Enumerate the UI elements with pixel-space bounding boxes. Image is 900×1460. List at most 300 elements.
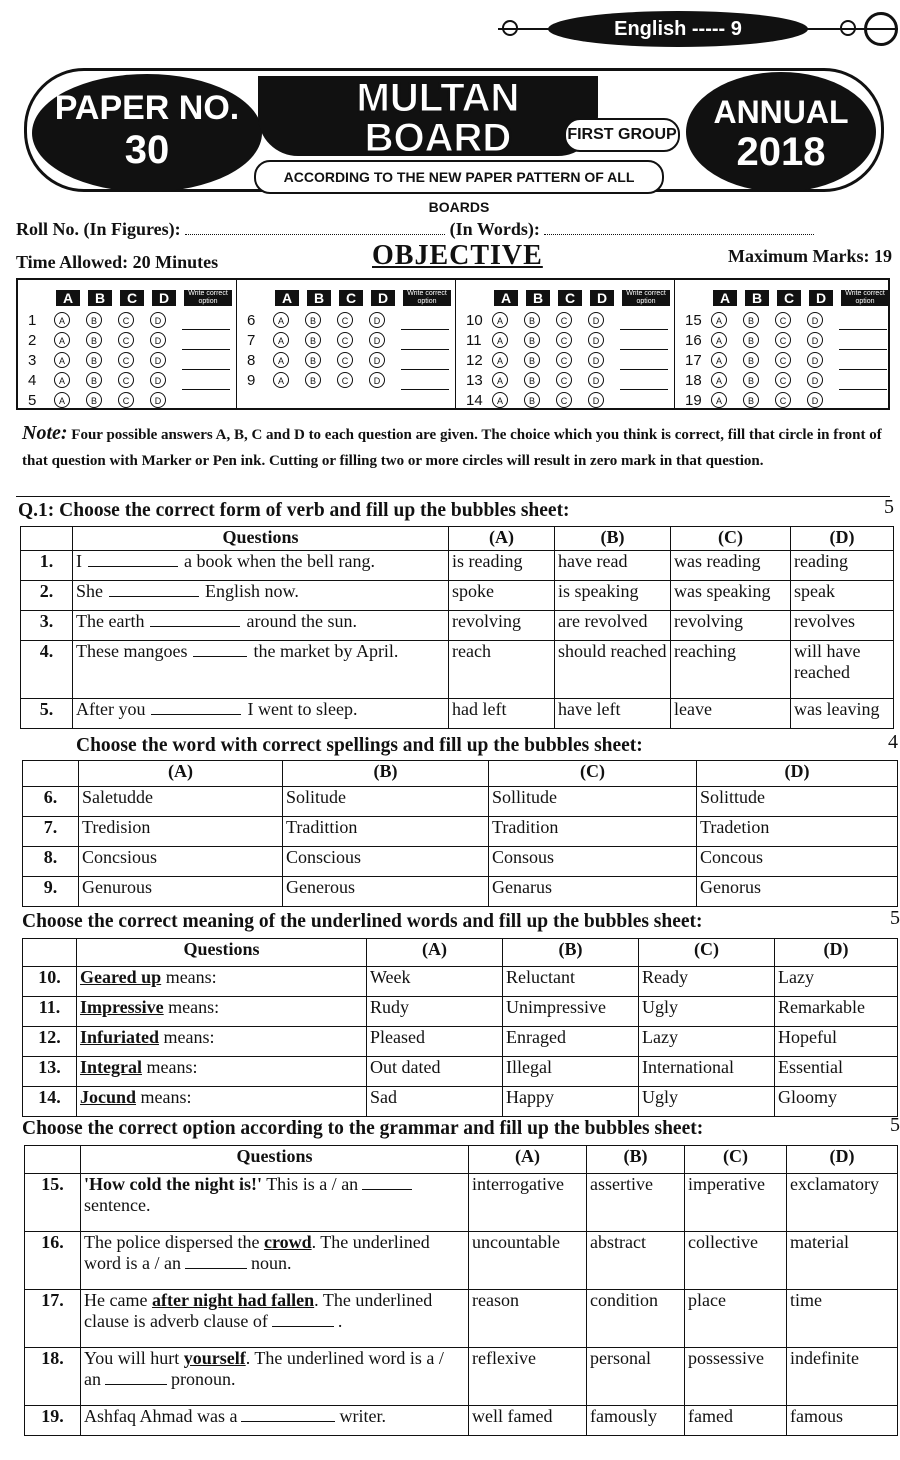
question-part: You will hurt (84, 1348, 180, 1368)
answer-bubble[interactable]: D (588, 352, 604, 368)
option-c: leave (671, 699, 791, 729)
answer-bubble[interactable]: A (273, 312, 289, 328)
answer-bubble[interactable]: D (369, 372, 385, 388)
underlined-word: crowd (263, 1232, 312, 1252)
option-c: possessive (685, 1348, 787, 1406)
option-d: time (787, 1290, 898, 1348)
answer-bubble[interactable]: C (775, 312, 791, 328)
write-option-box[interactable] (620, 331, 668, 350)
option-a: interrogative (469, 1174, 587, 1232)
question-row (23, 967, 898, 997)
answer-bubble[interactable]: D (369, 332, 385, 348)
question-part: This is a / an (262, 1174, 359, 1194)
bubble-number: 9 (247, 371, 256, 389)
answer-bubble[interactable]: D (588, 392, 604, 408)
question-row (21, 699, 894, 729)
answer-bubble[interactable]: B (305, 372, 321, 388)
option-a: Genurous (79, 877, 283, 907)
number-header (23, 761, 79, 787)
bubble-number: 12 (466, 351, 483, 369)
question-number: 5. (21, 699, 73, 729)
ornament-icon (502, 20, 518, 36)
answer-bubble[interactable]: C (556, 392, 572, 408)
question-row (25, 1174, 898, 1232)
answer-bubble[interactable]: A (273, 352, 289, 368)
option-b: condition (587, 1290, 685, 1348)
questions-header: Questions (81, 1146, 469, 1174)
option-a: Saletudde (79, 787, 283, 817)
means-suffix: means: (165, 967, 217, 987)
option-c: was reading (671, 551, 791, 581)
bubble-row (28, 310, 232, 330)
number-header (25, 1146, 81, 1174)
question-text (81, 1406, 469, 1436)
option-b-header: (B) (587, 1146, 685, 1174)
answer-bubble[interactable]: B (86, 312, 102, 328)
write-option-box[interactable] (839, 351, 887, 370)
answer-bubble[interactable]: B (524, 312, 540, 328)
underlined-word: after night had fallen (151, 1290, 315, 1310)
write-option-header: Write correct option (403, 290, 451, 306)
spellings-heading: Choose the word with correct spellings and fill up the bubbles sheet: (76, 735, 643, 756)
option-a: revolving (449, 611, 555, 641)
option-b: Conscious (283, 847, 489, 877)
bubble-row (685, 310, 889, 330)
bubble-column (675, 280, 893, 408)
number-header (21, 527, 73, 551)
write-option-box[interactable] (401, 331, 449, 350)
write-option-box[interactable] (839, 331, 887, 350)
option-b: Enraged (503, 1027, 639, 1057)
answer-bubble[interactable]: A (492, 372, 508, 388)
verb-form-table (20, 526, 894, 729)
bubble-row (685, 350, 889, 370)
question-number: 19. (25, 1406, 81, 1436)
answer-bubble[interactable]: A (711, 312, 727, 328)
question-part: writer. (339, 1406, 386, 1426)
question-text (77, 1057, 367, 1087)
option-a: Concsious (79, 847, 283, 877)
option-c: Ugly (639, 1087, 775, 1117)
option-d: material (787, 1232, 898, 1290)
bubble-row (466, 310, 670, 330)
letter-header: A (713, 290, 737, 306)
answer-bubble[interactable]: D (807, 332, 823, 348)
instruction-note (22, 420, 890, 474)
roll-words-field[interactable] (544, 220, 814, 235)
answer-bubble[interactable]: A (273, 332, 289, 348)
answer-blank (362, 1189, 412, 1190)
answer-bubble[interactable]: C (337, 332, 353, 348)
answer-bubble[interactable]: B (86, 392, 102, 408)
option-c: imperative (685, 1174, 787, 1232)
answer-bubble[interactable]: D (588, 372, 604, 388)
question-pre: The earth (76, 611, 145, 631)
option-c-header: (C) (685, 1146, 787, 1174)
question-number: 13. (23, 1057, 77, 1087)
question-pre: After you (76, 699, 146, 719)
answer-bubble[interactable]: D (150, 372, 166, 388)
question-post: around the sun. (246, 611, 357, 631)
bubble-row (466, 330, 670, 350)
bubble-number: 4 (28, 371, 37, 389)
write-option-box[interactable] (620, 371, 668, 390)
option-b-header: (B) (555, 527, 671, 551)
question-text (73, 699, 449, 729)
question-part: The police dispersed the (84, 1232, 260, 1252)
bubble-number: 1 (28, 311, 37, 329)
answer-bubble[interactable]: B (305, 352, 321, 368)
answer-bubble[interactable]: D (150, 312, 166, 328)
answer-bubble[interactable]: B (743, 352, 759, 368)
answer-bubble[interactable]: C (775, 372, 791, 388)
answer-bubble[interactable]: D (369, 352, 385, 368)
question-text (77, 967, 367, 997)
write-option-box[interactable] (182, 351, 230, 370)
means-suffix: means: (146, 1057, 198, 1077)
bubble-number: 17 (685, 351, 702, 369)
bubble-number: 16 (685, 331, 702, 349)
meanings-heading: Choose the correct meaning of the underlined words and fill up the bubbles sheet: (22, 911, 703, 932)
answer-bubble[interactable]: C (775, 352, 791, 368)
paper-number-badge (32, 74, 262, 192)
question-row (25, 1290, 898, 1348)
question-number: 16. (25, 1232, 81, 1290)
write-option-box[interactable] (182, 391, 230, 410)
option-a: is reading (449, 551, 555, 581)
question-text (81, 1174, 469, 1232)
option-a: spoke (449, 581, 555, 611)
answer-bubble[interactable]: B (86, 372, 102, 388)
question-text (77, 997, 367, 1027)
grammar-marks: 5 (890, 1114, 900, 1136)
write-option-box[interactable] (401, 311, 449, 330)
bubble-row (247, 370, 451, 390)
question-row (25, 1406, 898, 1436)
bubble-number: 5 (28, 391, 37, 409)
underlined-word: Integral (80, 1057, 142, 1077)
question-pre: These mangoes (76, 641, 188, 661)
answer-bubble[interactable]: B (743, 392, 759, 408)
option-c: reaching (671, 641, 791, 699)
letter-header: A (494, 290, 518, 306)
question-part: . The underlined word is a / an (84, 1348, 444, 1389)
answer-bubble[interactable]: C (775, 332, 791, 348)
question-number: 8. (23, 847, 79, 877)
option-d: Concous (697, 847, 898, 877)
write-option-box[interactable] (620, 351, 668, 370)
answer-bubble[interactable]: B (524, 392, 540, 408)
question-text (77, 1087, 367, 1117)
grammar-heading: Choose the correct option according to the grammar and fill up the bubbles sheet: (22, 1118, 704, 1139)
option-d-header: (D) (787, 1146, 898, 1174)
answer-blank (272, 1326, 334, 1327)
question-number: 17. (25, 1290, 81, 1348)
exam-year: 2018 (736, 130, 826, 174)
bubble-header-row (56, 286, 232, 310)
note-label: Note: (22, 422, 68, 444)
question-row (23, 1027, 898, 1057)
option-b: famously (587, 1406, 685, 1436)
option-b: Happy (503, 1087, 639, 1117)
questions-header: Questions (73, 527, 449, 551)
answer-blank (193, 656, 247, 657)
question-number: 12. (23, 1027, 77, 1057)
answer-bubble[interactable]: C (337, 372, 353, 388)
header-banner (18, 60, 890, 215)
question-text (73, 551, 449, 581)
option-d: Hopeful (775, 1027, 898, 1057)
question-text (73, 581, 449, 611)
option-b: abstract (587, 1232, 685, 1290)
bubble-header-row (275, 286, 451, 310)
answer-bubble[interactable]: A (711, 332, 727, 348)
exam-label: ANNUAL (713, 94, 849, 130)
option-c: was speaking (671, 581, 791, 611)
question-row (23, 847, 898, 877)
bubble-row (247, 330, 451, 350)
answer-bubble[interactable]: A (711, 392, 727, 408)
question-row (23, 877, 898, 907)
answer-bubble[interactable]: C (775, 392, 791, 408)
question-part: . The underlined word is a / an (84, 1232, 430, 1273)
write-option-box[interactable] (839, 391, 887, 410)
question-number: 2. (21, 581, 73, 611)
answer-bubble[interactable]: C (337, 312, 353, 328)
means-suffix: means: (168, 997, 220, 1017)
answer-bubble[interactable]: C (556, 352, 572, 368)
answer-bubble[interactable]: B (86, 352, 102, 368)
letter-header: D (590, 290, 614, 306)
answer-bubble[interactable]: A (492, 352, 508, 368)
write-option-box[interactable] (620, 311, 668, 330)
write-option-box[interactable] (182, 331, 230, 350)
question-text (81, 1290, 469, 1348)
write-option-box[interactable] (182, 311, 230, 330)
answer-bubble[interactable]: D (588, 312, 604, 328)
answer-bubble[interactable]: B (305, 312, 321, 328)
answer-bubble[interactable]: C (556, 312, 572, 328)
letter-header: C (777, 290, 801, 306)
question-post: I went to sleep. (247, 699, 358, 719)
answer-bubble[interactable]: A (492, 312, 508, 328)
option-c: Genarus (489, 877, 697, 907)
paper-label: PAPER NO. (54, 89, 240, 127)
option-c: collective (685, 1232, 787, 1290)
answer-bubble[interactable]: A (711, 372, 727, 388)
bubble-sheet (16, 278, 890, 410)
bubble-number: 14 (466, 391, 483, 409)
option-d: Tradetion (697, 817, 898, 847)
answer-bubble[interactable]: D (807, 392, 823, 408)
questions-header: Questions (77, 939, 367, 967)
spellings-marks: 4 (888, 731, 898, 753)
answer-blank (109, 596, 199, 597)
bubble-row (28, 370, 232, 390)
letter-header: B (526, 290, 550, 306)
answer-bubble[interactable]: D (588, 332, 604, 348)
write-option-box[interactable] (401, 371, 449, 390)
option-b: Unimpressive (503, 997, 639, 1027)
bubble-number: 2 (28, 331, 37, 349)
answer-bubble[interactable]: C (118, 312, 134, 328)
grammar-table (24, 1145, 898, 1436)
question-number: 9. (23, 877, 79, 907)
answer-bubble[interactable]: A (54, 352, 70, 368)
question-row (23, 817, 898, 847)
answer-blank (105, 1384, 167, 1385)
question-post: the market by April. (253, 641, 399, 661)
answer-bubble[interactable]: D (807, 312, 823, 328)
option-b: assertive (587, 1174, 685, 1232)
option-d: Gloomy (775, 1087, 898, 1117)
option-a: had left (449, 699, 555, 729)
spellings-table (22, 760, 898, 907)
answer-bubble[interactable]: B (86, 332, 102, 348)
answer-bubble[interactable]: A (492, 392, 508, 408)
question-row (25, 1348, 898, 1406)
underlined-word: Geared up (80, 967, 162, 987)
answer-bubble[interactable]: C (118, 352, 134, 368)
answer-bubble[interactable]: A (54, 312, 70, 328)
write-option-box[interactable] (839, 311, 887, 330)
option-a: reach (449, 641, 555, 699)
write-option-header: Write correct option (622, 290, 670, 306)
answer-blank (151, 714, 241, 715)
underlined-word: Impressive (80, 997, 164, 1017)
option-d: was leaving (791, 699, 894, 729)
question-text (77, 1027, 367, 1057)
question-row (23, 997, 898, 1027)
write-option-box[interactable] (182, 371, 230, 390)
knot-ornament-icon (864, 12, 898, 46)
subject-ribbon (498, 8, 898, 50)
option-c: famed (685, 1406, 787, 1436)
question-row (23, 1087, 898, 1117)
answer-bubble[interactable]: A (54, 392, 70, 408)
answer-bubble[interactable]: B (743, 372, 759, 388)
answer-bubble[interactable]: A (54, 372, 70, 388)
question-part: He came (84, 1290, 148, 1310)
option-d: Solittude (697, 787, 898, 817)
option-c: Lazy (639, 1027, 775, 1057)
meanings-table (22, 938, 898, 1117)
answer-bubble[interactable]: D (807, 352, 823, 368)
section-title: OBJECTIVE (372, 240, 543, 271)
answer-bubble[interactable]: C (337, 352, 353, 368)
means-suffix: means: (163, 1027, 215, 1047)
answer-bubble[interactable]: B (524, 372, 540, 388)
question-part: Ashfaq Ahmad was a (84, 1406, 238, 1426)
option-c-header: (C) (489, 761, 697, 787)
answer-bubble[interactable]: A (711, 352, 727, 368)
bubble-header-row (494, 286, 670, 310)
option-c: Sollitude (489, 787, 697, 817)
question-pre: She (76, 581, 103, 601)
answer-bubble[interactable]: D (150, 332, 166, 348)
answer-bubble[interactable]: C (118, 332, 134, 348)
write-option-box[interactable] (401, 351, 449, 370)
letter-header: D (371, 290, 395, 306)
question-part: sentence. (84, 1195, 151, 1215)
bubble-number: 10 (466, 311, 483, 329)
bubble-row (466, 350, 670, 370)
answer-bubble[interactable]: D (150, 392, 166, 408)
option-d-header: (D) (775, 939, 898, 967)
option-c: Ugly (639, 997, 775, 1027)
option-a: Pleased (367, 1027, 503, 1057)
question-row (25, 1232, 898, 1290)
answer-bubble[interactable]: D (369, 312, 385, 328)
answer-bubble[interactable]: B (743, 332, 759, 348)
question-number: 7. (23, 817, 79, 847)
question-number: 15. (25, 1174, 81, 1232)
answer-bubble[interactable]: D (150, 352, 166, 368)
answer-bubble[interactable]: A (492, 332, 508, 348)
letter-header: D (152, 290, 176, 306)
option-b: personal (587, 1348, 685, 1406)
bubble-number: 3 (28, 351, 37, 369)
answer-bubble[interactable]: C (118, 372, 134, 388)
option-c: Tradition (489, 817, 697, 847)
write-option-box[interactable] (620, 391, 668, 410)
option-a: well famed (469, 1406, 587, 1436)
roll-figures-field[interactable] (185, 220, 445, 235)
meanings-marks: 5 (890, 907, 900, 929)
letter-header: B (88, 290, 112, 306)
option-d-header: (D) (697, 761, 898, 787)
answer-bubble[interactable]: B (305, 332, 321, 348)
option-a: Rudy (367, 997, 503, 1027)
option-a: Out dated (367, 1057, 503, 1087)
option-c: Ready (639, 967, 775, 997)
question-row (21, 581, 894, 611)
answer-bubble[interactable]: A (273, 372, 289, 388)
question-row (23, 787, 898, 817)
option-a-header: (A) (367, 939, 503, 967)
number-header (23, 939, 77, 967)
answer-bubble[interactable]: C (556, 332, 572, 348)
quoted-sentence: 'How cold the night is!' (84, 1174, 263, 1194)
answer-bubble[interactable]: D (807, 372, 823, 388)
letter-header: C (339, 290, 363, 306)
answer-bubble[interactable]: B (524, 332, 540, 348)
roll-figures-label: Roll No. (In Figures): (16, 219, 181, 239)
write-option-box[interactable] (839, 371, 887, 390)
question-part: pronoun. (171, 1369, 236, 1389)
answer-bubble[interactable]: B (743, 312, 759, 328)
question-row (21, 641, 894, 699)
underlined-word: Jocund (80, 1087, 137, 1107)
answer-bubble[interactable]: C (118, 392, 134, 408)
subject-label: English ----- 9 (548, 11, 808, 47)
question-number: 1. (21, 551, 73, 581)
question-number: 14. (23, 1087, 77, 1117)
option-b: Generous (283, 877, 489, 907)
option-d: Lazy (775, 967, 898, 997)
answer-bubble[interactable]: B (524, 352, 540, 368)
option-a: reflexive (469, 1348, 587, 1406)
write-option-header: Write correct option (184, 290, 232, 306)
bubble-row (685, 330, 889, 350)
bubble-row (685, 390, 889, 410)
letter-header: B (745, 290, 769, 306)
write-option-header: Write correct option (841, 290, 889, 306)
question-number: 10. (23, 967, 77, 997)
bubble-header-row (713, 286, 889, 310)
answer-bubble[interactable]: C (556, 372, 572, 388)
answer-bubble[interactable]: A (54, 332, 70, 348)
